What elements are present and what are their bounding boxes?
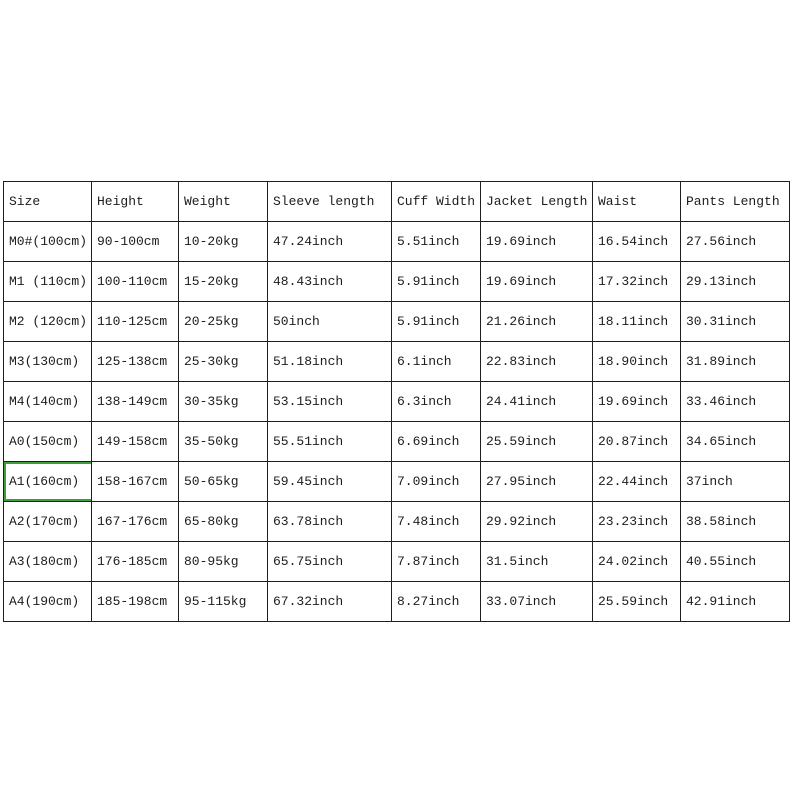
- table-cell: 21.26inch: [481, 302, 593, 342]
- table-cell: M4(140cm): [4, 382, 92, 422]
- table-cell: 25-30kg: [179, 342, 268, 382]
- table-cell: 31.5inch: [481, 542, 593, 582]
- table-cell: A0(150cm): [4, 422, 92, 462]
- table-cell: 20-25kg: [179, 302, 268, 342]
- table-cell: 19.69inch: [481, 222, 593, 262]
- table-cell: 37inch: [681, 462, 790, 502]
- table-row: [4, 422, 790, 462]
- table-cell: M1 (110cm): [4, 262, 92, 302]
- table-cell: 185-198cm: [92, 582, 179, 622]
- table-cell: 7.09inch: [392, 462, 481, 502]
- table-cell: 27.56inch: [681, 222, 790, 262]
- table-row: [4, 582, 790, 622]
- table-cell: 15-20kg: [179, 262, 268, 302]
- table-cell: 6.1inch: [392, 342, 481, 382]
- table-cell: 19.69inch: [481, 262, 593, 302]
- table-cell: 48.43inch: [268, 262, 392, 302]
- table-cell: 24.02inch: [593, 542, 681, 582]
- column-header-size: Size: [4, 182, 92, 222]
- table-cell: 40.55inch: [681, 542, 790, 582]
- table-row: [4, 302, 790, 342]
- table-cell: 65.75inch: [268, 542, 392, 582]
- table-cell: 22.83inch: [481, 342, 593, 382]
- table-cell: 42.91inch: [681, 582, 790, 622]
- table-cell: 33.07inch: [481, 582, 593, 622]
- table-cell: 65-80kg: [179, 502, 268, 542]
- table-cell: 29.13inch: [681, 262, 790, 302]
- table-cell: 90-100cm: [92, 222, 179, 262]
- table-cell: A4(190cm): [4, 582, 92, 622]
- table-cell: 51.18inch: [268, 342, 392, 382]
- column-header-weight: Weight: [179, 182, 268, 222]
- table-cell: M3(130cm): [4, 342, 92, 382]
- table-row: [4, 502, 790, 542]
- size-chart-table: [3, 181, 790, 622]
- table-cell: 5.51inch: [392, 222, 481, 262]
- table-cell: 20.87inch: [593, 422, 681, 462]
- table-cell: 7.48inch: [392, 502, 481, 542]
- table-cell: 50-65kg: [179, 462, 268, 502]
- table-cell: 30-35kg: [179, 382, 268, 422]
- table-cell: 34.65inch: [681, 422, 790, 462]
- column-header-height: Height: [92, 182, 179, 222]
- table-cell: 176-185cm: [92, 542, 179, 582]
- table-cell: M2 (120cm): [4, 302, 92, 342]
- table-cell: 125-138cm: [92, 342, 179, 382]
- table-cell: 17.32inch: [593, 262, 681, 302]
- column-header-jacket-length: Jacket Length: [481, 182, 593, 222]
- table-cell: 110-125cm: [92, 302, 179, 342]
- table-cell: 29.92inch: [481, 502, 593, 542]
- table-cell: 7.87inch: [392, 542, 481, 582]
- table-cell: 158-167cm: [92, 462, 179, 502]
- table-cell: 25.59inch: [481, 422, 593, 462]
- table-cell: 67.32inch: [268, 582, 392, 622]
- column-header-waist: Waist: [593, 182, 681, 222]
- table-cell: 5.91inch: [392, 262, 481, 302]
- column-header-cuff-width: Cuff Width: [392, 182, 481, 222]
- table-cell: M0#(100cm): [4, 222, 92, 262]
- table-cell: A2(170cm): [4, 502, 92, 542]
- table-row: [4, 342, 790, 382]
- table-cell: 138-149cm: [92, 382, 179, 422]
- table-cell: 6.69inch: [392, 422, 481, 462]
- table-row: [4, 462, 790, 502]
- table-cell: 167-176cm: [92, 502, 179, 542]
- table-cell: 35-50kg: [179, 422, 268, 462]
- table-cell: 10-20kg: [179, 222, 268, 262]
- table-cell: 27.95inch: [481, 462, 593, 502]
- table-cell: 18.11inch: [593, 302, 681, 342]
- table-cell: 23.23inch: [593, 502, 681, 542]
- table-cell: 8.27inch: [392, 582, 481, 622]
- table-cell: 80-95kg: [179, 542, 268, 582]
- table-cell: 22.44inch: [593, 462, 681, 502]
- table-row: [4, 542, 790, 582]
- table-cell: 24.41inch: [481, 382, 593, 422]
- table-cell: 6.3inch: [392, 382, 481, 422]
- column-header-pants-length: Pants Length: [681, 182, 790, 222]
- table-cell: A3(180cm): [4, 542, 92, 582]
- table-cell: 19.69inch: [593, 382, 681, 422]
- header-row: [4, 182, 790, 222]
- table-cell: 33.46inch: [681, 382, 790, 422]
- table-cell: 25.59inch: [593, 582, 681, 622]
- table-cell: 47.24inch: [268, 222, 392, 262]
- table-cell: 16.54inch: [593, 222, 681, 262]
- table-row: [4, 382, 790, 422]
- table-cell: 38.58inch: [681, 502, 790, 542]
- table-row: [4, 262, 790, 302]
- table-cell: 149-158cm: [92, 422, 179, 462]
- table-cell: 5.91inch: [392, 302, 481, 342]
- table-cell: 63.78inch: [268, 502, 392, 542]
- table-cell: 30.31inch: [681, 302, 790, 342]
- table-cell: 18.90inch: [593, 342, 681, 382]
- table-cell: 100-110cm: [92, 262, 179, 302]
- table-cell: 59.45inch: [268, 462, 392, 502]
- table-cell: 53.15inch: [268, 382, 392, 422]
- selected-cell: A1(160cm): [4, 462, 92, 502]
- table-cell: 55.51inch: [268, 422, 392, 462]
- table-cell: 95-115kg: [179, 582, 268, 622]
- table-cell: 50inch: [268, 302, 392, 342]
- table-row: [4, 222, 790, 262]
- table-cell: 31.89inch: [681, 342, 790, 382]
- column-header-sleeve-length: Sleeve length: [268, 182, 392, 222]
